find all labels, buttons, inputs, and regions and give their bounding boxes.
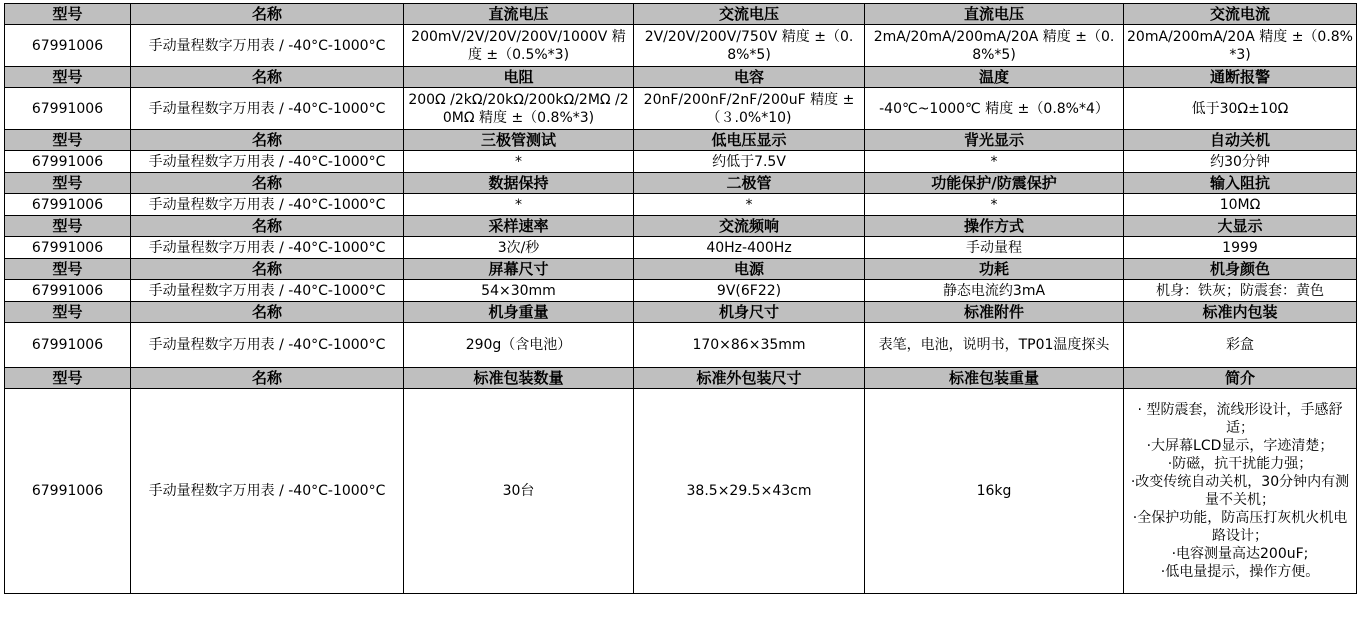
value-cell: 67991006 xyxy=(5,323,131,368)
intro-line: ·改变传统自动关机，30分钟内有测量不关机； xyxy=(1130,474,1350,508)
value-cell: * xyxy=(404,151,634,173)
value-cell: -40℃~1000℃ 精度 ±（0.8%*4） xyxy=(865,88,1124,130)
header-cell: 直流电压 xyxy=(404,4,634,25)
value-cell: 低于30Ω±10Ω xyxy=(1124,88,1357,130)
value-cell: 20nF/200nF/2nF/200uF 精度 ±（３.0%*10) xyxy=(634,88,865,130)
intro-line: ·大屏幕LCD显示，字迹清楚； xyxy=(1146,438,1334,454)
value-cell: 16kg xyxy=(865,389,1124,594)
header-cell: 机身尺寸 xyxy=(634,302,865,323)
value-row xyxy=(5,25,1357,67)
value-cell: 手动量程数字万用表 / -40°C-1000°C xyxy=(131,194,404,216)
header-cell: 标准包装重量 xyxy=(865,368,1124,389)
header-cell: 名称 xyxy=(131,130,404,151)
value-cell: 67991006 xyxy=(5,280,131,302)
value-cell: 手动量程数字万用表 / -40°C-1000°C xyxy=(131,323,404,368)
header-cell: 型号 xyxy=(5,216,131,237)
header-cell: 型号 xyxy=(5,173,131,194)
header-cell: 型号 xyxy=(5,130,131,151)
header-cell: 标准包装数量 xyxy=(404,368,634,389)
header-cell: 背光显示 xyxy=(865,130,1124,151)
header-cell: 名称 xyxy=(131,302,404,323)
value-row xyxy=(5,151,1357,173)
header-cell: 通断报警 xyxy=(1124,67,1357,88)
value-cell: 表笔，电池，说明书，TP01温度探头 xyxy=(865,323,1124,368)
header-cell: 名称 xyxy=(131,4,404,25)
header-cell: 自动关机 xyxy=(1124,130,1357,151)
header-cell: 名称 xyxy=(131,259,404,280)
header-cell: 电阻 xyxy=(404,67,634,88)
value-cell: 20mA/200mA/20A 精度 ±（0.8%*3) xyxy=(1124,25,1357,67)
intro-line: ·防磁，抗干扰能力强； xyxy=(1167,456,1313,472)
value-cell: 彩盒 xyxy=(1124,323,1357,368)
value-cell: * xyxy=(634,194,865,216)
value-cell: 67991006 xyxy=(5,389,131,594)
value-cell: 67991006 xyxy=(5,25,131,67)
header-row xyxy=(5,173,1357,194)
value-cell: 手动量程数字万用表 / -40°C-1000°C xyxy=(131,88,404,130)
value-row xyxy=(5,237,1357,259)
header-row xyxy=(5,368,1357,389)
value-row xyxy=(5,323,1357,368)
header-row xyxy=(5,259,1357,280)
value-cell: * xyxy=(865,194,1124,216)
header-cell: 数据保持 xyxy=(404,173,634,194)
header-cell: 型号 xyxy=(5,368,131,389)
value-cell: 40Hz-400Hz xyxy=(634,237,865,259)
header-cell: 温度 xyxy=(865,67,1124,88)
header-cell: 机身颜色 xyxy=(1124,259,1357,280)
value-cell: 机身：铁灰；防震套：黄色 xyxy=(1124,280,1357,302)
header-cell: 型号 xyxy=(5,259,131,280)
header-cell: 简介 xyxy=(1124,368,1357,389)
header-cell: 机身重量 xyxy=(404,302,634,323)
value-cell: * xyxy=(404,194,634,216)
header-row xyxy=(5,216,1357,237)
header-cell: 名称 xyxy=(131,368,404,389)
value-cell: 67991006 xyxy=(5,151,131,173)
value-row xyxy=(5,389,1357,594)
value-cell: 手动量程数字万用表 / -40°C-1000°C xyxy=(131,280,404,302)
value-row xyxy=(5,280,1357,302)
header-cell: 型号 xyxy=(5,67,131,88)
header-cell: 电容 xyxy=(634,67,865,88)
intro-line: · 型防震套，流线形设计，手感舒适； xyxy=(1137,402,1343,436)
header-cell: 低电压显示 xyxy=(634,130,865,151)
value-cell: 10MΩ xyxy=(1124,194,1357,216)
spec-table xyxy=(4,3,1357,594)
header-cell: 直流电压 xyxy=(865,4,1124,25)
value-cell: 290g（含电池） xyxy=(404,323,634,368)
value-cell: 手动量程 xyxy=(865,237,1124,259)
value-cell: 约30分钟 xyxy=(1124,151,1357,173)
header-cell: 标准附件 xyxy=(865,302,1124,323)
header-cell: 标准外包装尺寸 xyxy=(634,368,865,389)
header-cell: 型号 xyxy=(5,302,131,323)
intro-line: ·全保护功能，防高压打灰机火机电路设计； xyxy=(1132,510,1348,544)
value-cell: 67991006 xyxy=(5,194,131,216)
value-cell: 手动量程数字万用表 / -40°C-1000°C xyxy=(131,389,404,594)
value-cell: * xyxy=(865,151,1124,173)
value-cell: 约低于7.5V xyxy=(634,151,865,173)
header-cell: 屏幕尺寸 xyxy=(404,259,634,280)
value-row xyxy=(5,88,1357,130)
header-cell: 名称 xyxy=(131,173,404,194)
intro-line: ·电容测量高达200uF; xyxy=(1171,546,1309,562)
header-cell: 三极管测试 xyxy=(404,130,634,151)
value-cell: 38.5×29.5×43cm xyxy=(634,389,865,594)
header-cell: 交流电压 xyxy=(634,4,865,25)
header-row xyxy=(5,67,1357,88)
value-cell: 手动量程数字万用表 / -40°C-1000°C xyxy=(131,25,404,67)
header-row xyxy=(5,130,1357,151)
header-cell: 二极管 xyxy=(634,173,865,194)
header-cell: 功耗 xyxy=(865,259,1124,280)
value-cell: 200Ω /2kΩ/20kΩ/200kΩ/2MΩ /20MΩ 精度 ±（0.8%*3) xyxy=(404,88,634,130)
header-cell: 交流频响 xyxy=(634,216,865,237)
header-cell: 型号 xyxy=(5,4,131,25)
value-cell: 67991006 xyxy=(5,88,131,130)
value-cell: 1999 xyxy=(1124,237,1357,259)
header-cell: 名称 xyxy=(131,67,404,88)
value-cell: 170×86×35mm xyxy=(634,323,865,368)
value-cell: 手动量程数字万用表 / -40°C-1000°C xyxy=(131,237,404,259)
header-cell: 名称 xyxy=(131,216,404,237)
header-cell: 交流电流 xyxy=(1124,4,1357,25)
header-cell: 功能保护/防震保护 xyxy=(865,173,1124,194)
intro-cell xyxy=(1124,389,1357,594)
header-cell: 大显示 xyxy=(1124,216,1357,237)
value-cell: 200mV/2V/20V/200V/1000V 精度 ±（0.5%*3) xyxy=(404,25,634,67)
value-cell: 2V/20V/200V/750V 精度 ±（0.8%*5) xyxy=(634,25,865,67)
value-cell: 9V(6F22) xyxy=(634,280,865,302)
header-cell: 操作方式 xyxy=(865,216,1124,237)
header-row xyxy=(5,4,1357,25)
value-cell: 2mA/20mA/200mA/20A 精度 ±（0.8%*5) xyxy=(865,25,1124,67)
header-cell: 采样速率 xyxy=(404,216,634,237)
value-cell: 3次/秒 xyxy=(404,237,634,259)
value-cell: 静态电流约3mA xyxy=(865,280,1124,302)
value-cell: 30台 xyxy=(404,389,634,594)
intro-line: ·低电量提示，操作方便。 xyxy=(1160,564,1320,580)
header-cell: 输入阻抗 xyxy=(1124,173,1357,194)
value-cell: 67991006 xyxy=(5,237,131,259)
header-row xyxy=(5,302,1357,323)
value-cell: 手动量程数字万用表 / -40°C-1000°C xyxy=(131,151,404,173)
value-cell: 54×30mm xyxy=(404,280,634,302)
header-cell: 电源 xyxy=(634,259,865,280)
value-row xyxy=(5,194,1357,216)
header-cell: 标准内包装 xyxy=(1124,302,1357,323)
